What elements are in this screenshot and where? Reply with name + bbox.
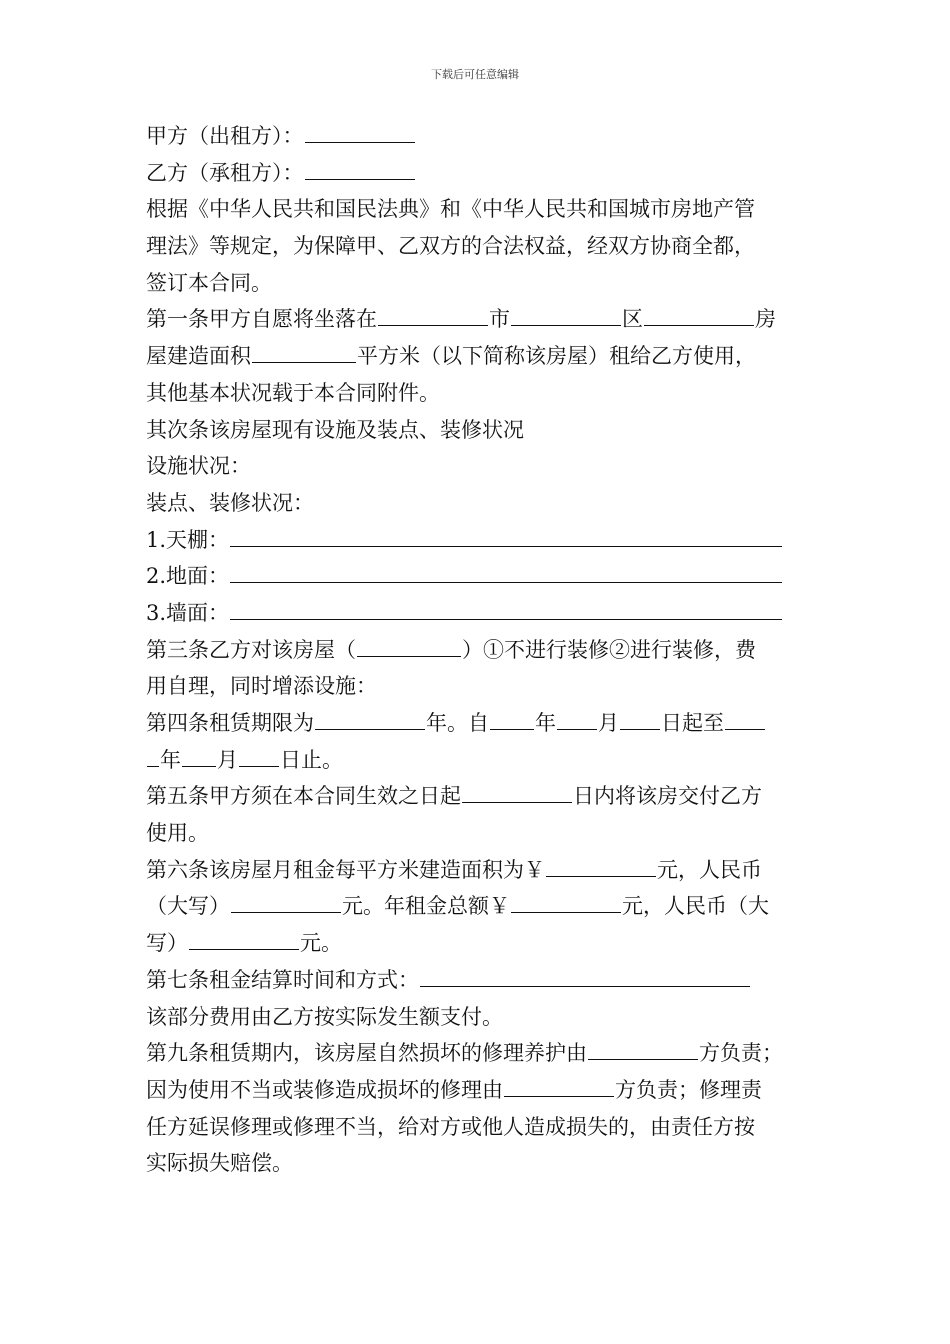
ceiling-line — [146, 522, 810, 559]
start-day-blank — [620, 728, 660, 730]
floor-line — [146, 558, 810, 595]
delivery-days-blank — [462, 801, 572, 803]
text-span: 元。 — [300, 931, 342, 956]
end-year-blank-cont — [147, 765, 159, 767]
decoration-line: 装点、装修状况： — [146, 490, 314, 515]
start-year-blank — [490, 728, 534, 730]
party-a-label: 甲方（出租方）： — [146, 124, 304, 148]
location-blank — [378, 324, 488, 326]
maintenance-party-blank — [588, 1058, 698, 1060]
floor-blank — [230, 581, 782, 583]
article-7-line — [146, 962, 810, 999]
end-month-blank — [182, 765, 216, 767]
text-span: 年。自 — [426, 711, 489, 735]
text-span: 元，人民币（大 — [622, 894, 769, 919]
text-span: ）①不进行装修②进行装修，费 — [462, 637, 756, 662]
wall-line — [146, 595, 810, 632]
text-span: 第九条租赁期内，该房屋自然损坏的修理养护由 — [146, 1041, 587, 1066]
text-span: 月 — [598, 711, 619, 735]
text-span: 日起至 — [661, 711, 724, 735]
text-span: 平方米（以下简称该房屋）租给乙方使用， — [357, 344, 756, 369]
text-span: 因为使用不当或装修造成损坏的修理由 — [146, 1077, 503, 1102]
text-span: 2.地面： — [146, 564, 230, 589]
ceiling-blank — [230, 545, 782, 547]
text-span: （大写） — [146, 894, 230, 919]
intro-line: 签订本合同。 — [146, 270, 272, 295]
text-span: 月 — [217, 747, 238, 772]
text-span: 区 — [622, 307, 643, 332]
facilities-line: 设施状况： — [146, 454, 251, 479]
text-span: 年 — [535, 711, 556, 735]
settlement-blank — [420, 985, 750, 987]
text-span: 第一条甲方自愿将坐落在 — [146, 307, 377, 332]
article-1-line — [146, 301, 810, 338]
party-b-blank — [305, 178, 415, 180]
article-9-line — [146, 1072, 810, 1109]
article-1-line — [146, 338, 810, 375]
decoration-choice-blank — [357, 655, 461, 657]
article-4-line — [146, 742, 810, 779]
wall-blank — [230, 618, 782, 620]
article-6-line — [146, 925, 810, 962]
article-7-line: 该部分费用由乙方按实际发生额支付。 — [146, 1004, 503, 1029]
article-6-line — [146, 888, 810, 925]
text-span: 方负责； — [699, 1041, 783, 1066]
article-6-line — [146, 852, 810, 889]
annual-rent-blank — [511, 911, 621, 913]
text-span: 第五条甲方须在本合同生效之日起 — [146, 784, 461, 809]
text-span: 屋建造面积 — [146, 344, 251, 369]
area-blank — [252, 361, 356, 363]
monthly-rent-words-blank — [231, 911, 341, 913]
text-span: 元。年租金总额￥ — [342, 894, 510, 919]
article-9-line — [146, 1035, 810, 1072]
monthly-rent-blank — [546, 875, 656, 877]
party-b-label: 乙方（承租方）： — [146, 160, 304, 185]
party-a-line — [146, 118, 810, 155]
article-5-line: 使用。 — [146, 821, 209, 846]
start-month-blank — [557, 728, 597, 730]
text-span: 日止。 — [280, 747, 343, 772]
text-span: 元，人民币 — [657, 857, 762, 882]
party-b-line — [146, 155, 810, 192]
article-9-line: 实际损失赔偿。 — [146, 1151, 293, 1176]
text-span: 第六条该房屋月租金每平方米建造面积为￥ — [146, 857, 545, 882]
article-3-line — [146, 632, 810, 669]
text-span: 年 — [160, 747, 181, 772]
intro-line: 根据《中华人民共和国民法典》和《中华人民共和国城市房地产管 — [146, 197, 755, 222]
article-2-title: 其次条该房屋现有设施及装点、装修状况 — [146, 417, 524, 442]
text-span: 3.墙面： — [146, 600, 230, 625]
district-blank — [644, 324, 754, 326]
text-span: 第四条租赁期限为 — [146, 711, 314, 735]
contract-body — [146, 118, 810, 1182]
article-1-line: 其他基本状况载于本合同附件。 — [146, 380, 440, 405]
article-3-line: 用自理，同时增添设施： — [146, 674, 377, 699]
damage-party-blank — [504, 1095, 614, 1097]
annual-rent-words-blank — [189, 948, 299, 950]
intro-line: 理法》等规定，为保障甲、乙双方的合法权益，经双方协商全都， — [146, 234, 755, 259]
end-day-blank — [239, 765, 279, 767]
text-span: 房 — [755, 307, 776, 332]
text-span: 第三条乙方对该房屋（ — [146, 637, 356, 662]
end-year-blank — [725, 728, 765, 730]
page-header: 下载后可任意编辑 — [431, 68, 519, 81]
article-4-line — [146, 705, 810, 742]
text-span: 第七条租金结算时间和方式： — [146, 967, 419, 992]
term-years-blank — [315, 728, 425, 730]
article-5-line — [146, 778, 810, 815]
text-span: 方负责；修理责 — [615, 1077, 762, 1102]
text-span: 日内将该房交付乙方 — [573, 784, 762, 809]
city-blank — [511, 324, 621, 326]
party-a-blank — [305, 141, 415, 143]
text-span: 写） — [146, 931, 188, 956]
article-9-line: 任方延误修理或修理不当，给对方或他人造成损失的，由责任方按 — [146, 1114, 755, 1139]
text-span: 1.天棚： — [146, 527, 230, 552]
text-span: 市 — [489, 307, 510, 332]
